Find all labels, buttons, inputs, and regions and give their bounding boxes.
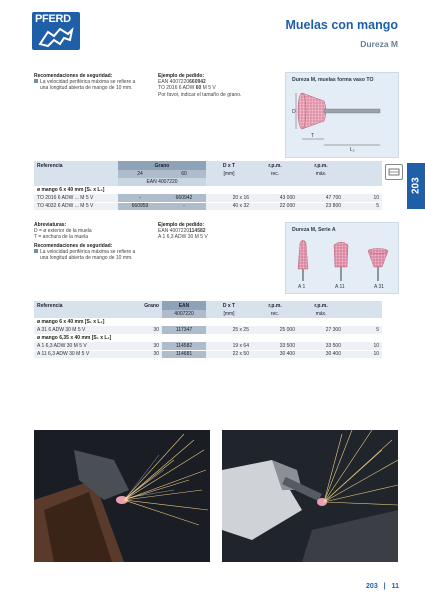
footer-page: 11 [391,583,399,590]
col-dxt-unit: [mm] [206,170,252,178]
order-example-1 [158,73,278,98]
dim-l-label: L₂ [350,147,355,153]
sparks-illustration [34,430,210,562]
footer-chapter: 203 [366,583,378,590]
cell-grano-60: - [162,202,206,210]
cell-ean: 114582 [162,342,206,350]
cell-dxt: 20 x 16 [206,194,252,202]
col-dxt-2: D x T [206,301,252,310]
cell-dxt: 22 x 50 [206,350,252,358]
col-ean-label: EAN 4007220 [118,178,206,186]
abbr-t: T = anchura de la muela [34,234,88,241]
chapter-tab: 203 [407,163,425,209]
order-heading-2: Ejemplo de pedido: [158,222,205,228]
logo-horse-icon [38,26,74,48]
table-row [34,342,382,350]
brand-name: PFERD [35,13,71,25]
cell-max: 23 800 [298,202,344,210]
col-ean-2: EAN [162,301,206,310]
cell-max: 47 700 [298,194,344,202]
footer-sep: | [383,583,386,590]
order-ean-prefix: EAN 4007220 [158,79,190,86]
grinding-icon [385,164,403,180]
col-dxt-unit-2: [mm] [206,310,252,318]
table-row [34,350,382,358]
cell-rec: 33 500 [252,342,298,350]
order-ean-bold-2: 114582 [189,228,206,235]
cell-grano: 30 [120,342,162,350]
table-row [34,326,382,334]
col-ean-code-2: 4007220 [162,310,206,318]
col-rpm-rec-2: rec. [252,170,298,178]
cell-max: 33 500 [298,342,344,350]
cell-qty: 10 [344,350,382,358]
order-ean-prefix-2: EAN 4007220 [158,228,190,235]
cell-ref: A 1 6,3 ADW 30 M 5 V [34,342,120,350]
safety-text-2: una longitud abierta de mango de 10 mm. [40,85,133,92]
col-grano: Grano [118,161,206,170]
order-ean-bold: 660942 [189,79,206,86]
page-footer [366,583,399,590]
sparks-illustration-2 [222,430,398,562]
col-rpm-max-b2: máx. [298,310,344,318]
safety-heading: Recomendaciones de seguridad: [34,73,113,79]
cell-max: 30 400 [298,350,344,358]
page-subtitle: Dureza M [360,39,398,49]
label-a31: A 31 [374,284,385,290]
product-image-panel-a [285,222,399,294]
cell-ref: A 11 6,3 ADW 30 M 5 V [34,350,120,358]
cell-dxt: 19 x 64 [206,342,252,350]
table-to [34,161,382,211]
col-rpm-max-b: r.p.m. [298,301,344,310]
abbr-d: D = ø exterior de la muela [34,228,92,235]
cell-grano: 30 [120,326,162,334]
order-line-bold: 60 [195,85,202,92]
cell-max: 27 300 [298,326,344,334]
dim-d-label: D [292,109,296,115]
group-label: ø mango 6 x 40 mm [S₁ x L₂] [34,186,382,194]
order-heading: Ejemplo de pedido: [158,73,205,79]
panel-title: Dureza M, muelas forma vaso TO [292,77,374,83]
table-a [34,301,382,359]
safety-text-1: La velocidad periférica máxima se refiere a [40,79,136,86]
label-a11: A 11 [335,284,345,290]
safety-text-2-2: una longitud abierta de mango de 10 mm. [40,255,133,262]
product-image-panel-to [285,72,399,158]
photo-grinding-left [34,430,210,562]
cell-grano-24: 660959 [118,202,162,210]
cell-qty: 10 [344,194,382,202]
table-row [34,202,382,210]
cell-ean: 114681 [162,350,206,358]
panel-title-2: Dureza M, Serie A [292,227,336,233]
cell-rec: 25 000 [252,326,298,334]
order-line-suffix: M 5 V [201,85,216,92]
bullet-icon [34,79,38,83]
col-dxt: D x T [206,161,252,170]
cell-rec: 43 000 [252,194,298,202]
col-rpm-rec-b: r.p.m. [252,301,298,310]
cell-grano: 30 [120,350,162,358]
pferd-logo [32,12,80,50]
cell-rec: 30 400 [252,350,298,358]
col-grano-60: 60 [162,170,206,178]
col-grano-2: Grano [120,301,162,310]
cell-dxt: 25 x 25 [206,326,252,334]
abbr-heading: Abreviaturas: [34,222,67,228]
cell-dxt: 40 x 32 [206,202,252,210]
cell-ean: 117347 [162,326,206,334]
cell-ref: TO 4032 6 ADW ... M 5 V [34,202,118,210]
cell-qty: 5 [344,326,382,334]
dim-t-label: T [311,133,315,139]
cell-rec: 22 000 [252,202,298,210]
cell-ref: TO 2016 6 ADW ... M 5 V [34,194,118,202]
bullet-icon [34,249,38,253]
page-title: Muelas con mango [285,18,398,32]
group-label-2: ø mango 6,35 x 40 mm [S₁ x L₂] [34,334,382,342]
safety-heading-2: Recomendaciones de seguridad: [34,242,113,249]
order-note: Por favor, indicar el tamaño de grano. [158,91,242,98]
order-example-2 [158,222,278,241]
col-grano-24: 24 [118,170,162,178]
col-rpm-rec: r.p.m. [252,161,298,170]
cell-grano-24: - [118,194,162,202]
cell-qty: 10 [344,342,382,350]
order-line-prefix: TO 2016 6 ADW [158,85,196,92]
label-a1: A 1 [298,284,306,290]
col-ref: Referencia [34,161,118,170]
cell-grano-60: 660942 [162,194,206,202]
safety-text-2-1: La velocidad periférica máxima se refiere a [40,248,136,255]
col-rpm-max-2: máx. [298,170,344,178]
photo-grinding-right [222,430,398,562]
cell-ref: A 31 6 ADW 30 M 5 V [34,326,120,334]
safety-block-1 [34,73,154,92]
col-ref-2: Referencia [34,301,120,310]
order-line-2: A 1 6,3 ADW 30 M 5 V [158,234,208,241]
table-row [34,194,382,202]
col-rpm-rec-b2: rec. [252,310,298,318]
cup-wheel-illustration [292,87,396,155]
col-rpm-max: r.p.m. [298,161,344,170]
abbreviations-block [34,222,154,261]
cell-qty: 5 [344,202,382,210]
group-label-1: ø mango 6 x 40 mm [S₁ x L₂] [34,318,382,326]
